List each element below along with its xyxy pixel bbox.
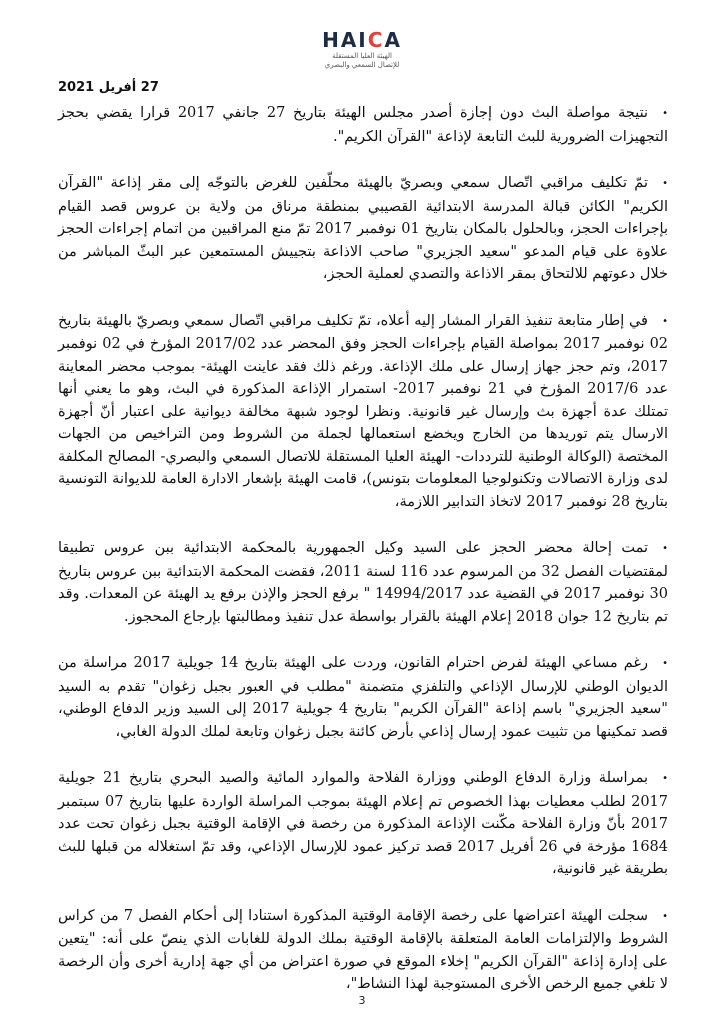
paragraph-text: رغم مساعي الهيئة لفرض احترام القانون، وردت على الهيئة بتاريخ 14 جويلية 2017 مراسلة من الديوان الوطني للإرسال الإذاعي والتلفزي متضمنة "مطلب في العبور بجبل زغوان" تقدم به السيد "سعيد الجزيري" باسم إذاعة "القرآن الكريم" بتاريخ 4 جويلية 2017 إلى السيد وزير الدفاع الوطني، قصد تمكينها من تثبيت عمود إرسال إذاعي بأرض كائنة بجبل زغوان وتابعة لملك الدولة الغابي، <box>58 655 668 740</box>
paragraph-text: تمّ تكليف مراقبي اتّصال سمعي وبصريّ بالهيئة محلّفين للغرض بالتوجّه إلى مقر إذاعة "القرآن الكريم" الكائن قبالة المدرسة الابتدائية القصيبي بمنطقة مرناق من ولاية بن عروس قصد القيام بإجراءات الحجز، وبالحلول بالمكان بتاريخ 01 نوفمبر 2017 تمّ منع المراقبين من اتمام إجراءات الحجز علاوة على قيام المدعو "سعيد الجزيري" صاحب الاذاعة بتجييش المستمعين عبر البثّ المباشر من خلال دعوتهم للالتحاق بمقر الاذاعة والتصدي لعملية الحجز، <box>58 175 668 282</box>
logo-text-end: A <box>384 28 402 52</box>
logo-text-accent: C <box>367 28 385 52</box>
paragraph-4 <box>58 537 668 628</box>
paragraph-5 <box>58 652 668 743</box>
bullet-icon: • <box>662 773 668 784</box>
paragraph-text: نتيجة مواصلة البث دون إجازة أصدر مجلس الهيئة بتاريخ 27 جانفي 2017 قرارا يقضي بحجز التجهيزات الضرورية للبث التابعة لإذاعة "القرآن الكريم". <box>58 105 668 145</box>
paragraph-1 <box>58 102 668 148</box>
paragraph-2 <box>58 172 668 286</box>
bullet-icon: • <box>662 108 668 119</box>
paragraph-text: سجلت الهيئة اعتراضها على رخصة الإقامة الوقتية المذكورة استنادا إلى أحكام الفصل 7 من كراس الشروط والإلتزامات العامة المتعلقة بالإقامة الوقتية بملك الدولة للغابات الذي ينصّ على أنه: "يتعين على إدارة إذاعة "القرآن الكريم" إخلاء الموقع في صورة اعتراض من أي جهة إدارية أخرى وأن الرخصة لا تلغي جميع الرخص الأخرى المستوجبة لهذا النشاط"، <box>58 907 668 992</box>
bullet-icon: • <box>662 658 668 669</box>
bullet-icon: • <box>662 178 668 189</box>
paragraph-text: في إطار متابعة تنفيذ القرار المشار إليه أعلاه، تمّ تكليف مراقبي اتّصال سمعي وبصريّ بالهيئة بتاريخ 02 نوفمبر 2017 بمواصلة القيام بإجراءات الحجز وفق المحضر عدد 2017/02 المؤرخ في 02 نوفمبر 2017، وتم حجز جهاز إرسال على ملك الإذاعة. ورغم ذلك فقد عاينت الهيئة- بموجب محضر المعاينة عدد 2017/6 المؤرخ في 21 نوفمبر 2017- استمرار الإذاعة المذكورة في البث، وهو ما يعني أنها تمتلك عدة أجهزة بث وإرسال غير قانونية. ونظرا لوجود شبهة مخالفة ديوانية على اعتبار أنّ أجهزة الارسال يتم توريدها من الخارج ويخضع استعمالها لجملة من الشروط ومن التراخيص من الجهات المختصة (الوكالة الوطنية للترددات- الهيئة العليا المستقلة للاتصال السمعي والبصري- المصالح المكلفة لدى وزارة الاتصالات وتكنولوجيا المعلومات بتونس)، قامت الهيئة بإشعار الادارة العامة للديوانة التونسية بتاريخ 28 نوفمبر 2017 لاتخاذ التدابير اللازمة، <box>58 312 669 510</box>
bullet-icon: • <box>662 910 669 922</box>
paragraph-6 <box>58 767 668 881</box>
paragraph-text: تمت إحالة محضر الحجز على السيد وكيل الجمهورية بالمحكمة الابتدائية ببن عروس تطبيقا لمقتضيات الفصل 32 من المرسوم عدد 116 لسنة 2011، فقضت المحكمة الابتدائية ببن عروس بتاريخ 30 نوفمبر 2017 في القضية عدد 14994/2017 " برفع الحجز والإذن برفع يد الهيئة عن المعدات. وقد تم بتاريخ 12 جوان 2018 إعلام الهيئة بالقرار بواسطة عدل تنفيذ ومطالبتها بإرجاع المحجوز. <box>58 540 668 625</box>
page-number: 3 <box>358 994 366 1007</box>
bullet-icon: • <box>662 315 668 327</box>
logo-wordmark <box>318 30 406 50</box>
paragraph-3 <box>58 310 668 514</box>
document-date: 27 أفريل 2021 <box>58 80 159 95</box>
logo-text-start: HAI <box>322 28 368 52</box>
bullet-icon: • <box>662 543 668 554</box>
logo-subtitle-line2: للإتصال السمعي والبصري <box>324 61 400 69</box>
paragraph-7 <box>58 905 668 996</box>
logo-subtitle-line1: الهيئة العليا المستقلة <box>332 52 392 60</box>
paragraph-text: بمراسلة وزارة الدفاع الوطني ووزارة الفلاحة والموارد المائية والصيد البحري بتاريخ 21 جويلية 2017 لطلب معطيات بهذا الخصوص تم إعلام الهيئة بموجب المراسلة الواردة عليها بتاريخ 07 سبتمبر 2017 بأنّ وزارة الفلاحة مكّنت الإذاعة المذكورة من رخصة في الإقامة الوقتية بجبل زغوان تحت عدد 1684 مؤرخة في 26 أفريل 2017 قصد تركيز عمود للإرسال الإذاعي، وقد تمّ استغلاله من قبلها للبث بطريقة غير قانونية، <box>58 770 668 877</box>
haica-logo <box>318 30 406 88</box>
document-body <box>58 102 668 1020</box>
